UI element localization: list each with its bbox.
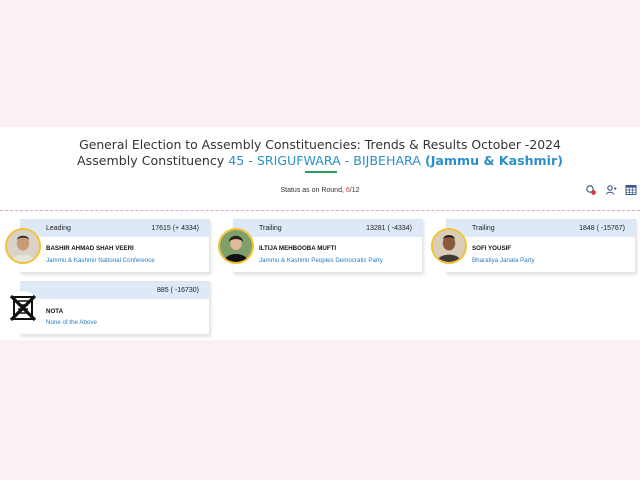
candidate-photo-icon — [220, 230, 252, 262]
candidate-avatar — [431, 228, 467, 264]
candidate-button[interactable] — [602, 183, 620, 197]
nota-symbol — [6, 291, 40, 325]
candidate-party: Jammu & Kashmir Peoples Democratic Party — [259, 257, 383, 264]
constituency-prefix: Assembly Constituency — [77, 153, 225, 168]
candidate-icon — [605, 184, 617, 196]
candidate-card[interactable] — [20, 219, 210, 273]
candidate-avatar — [5, 228, 41, 264]
candidate-party: Bharatiya Janata Party — [472, 257, 535, 264]
candidate-party: Jammu & Kashmir National Conference — [46, 257, 155, 264]
candidate-votes: 17615 (+ 4334) — [151, 225, 199, 232]
candidate-votes: 13281 ( -4334) — [366, 225, 412, 232]
constituency-number: 45 — [228, 153, 245, 168]
constituency-name: - SRIGUFWARA - BIJBEHARA — [248, 153, 421, 168]
candidate-votes: 885 ( -16730) — [156, 287, 199, 294]
constituency-title — [0, 153, 640, 168]
candidate-card[interactable] — [446, 219, 636, 273]
nota-icon — [6, 291, 40, 325]
candidate-avatar — [218, 228, 254, 264]
table-icon — [625, 184, 637, 196]
candidate-status: Trailing — [472, 225, 495, 232]
candidate-name: BASHIR AHMAD SHAH VEERI — [46, 245, 134, 252]
candidate-card[interactable] — [20, 281, 210, 335]
toolbar — [580, 183, 640, 197]
round-status-label: Status as on Round, — [280, 187, 344, 194]
refresh-icon — [585, 184, 597, 196]
candidate-card[interactable] — [233, 219, 423, 273]
candidate-photo-icon — [433, 230, 465, 262]
candidate-status: Leading — [46, 225, 71, 232]
table-view-button[interactable] — [622, 183, 640, 197]
candidate-name: SOFI YOUSIF — [472, 245, 512, 252]
current-round: 6 — [345, 187, 350, 194]
candidate-photo-icon — [7, 230, 39, 262]
round-status — [0, 187, 640, 194]
section-divider — [0, 210, 640, 211]
candidate-name: NOTA — [46, 308, 64, 315]
candidate-party: None of the Above — [46, 319, 97, 326]
candidate-status: Trailing — [259, 225, 282, 232]
total-rounds: /12 — [349, 187, 360, 194]
refresh-button[interactable] — [582, 183, 600, 197]
candidate-name: ILTIJA MEHBOOBA MUFTI — [259, 245, 337, 252]
page-title: General Election to Assembly Constituencies: Trends & Results October -2024 — [79, 137, 561, 152]
constituency-state: (Jammu & Kashmir) — [424, 153, 563, 168]
candidate-votes: 1848 ( -15767) — [579, 225, 625, 232]
title-underline — [305, 171, 337, 173]
